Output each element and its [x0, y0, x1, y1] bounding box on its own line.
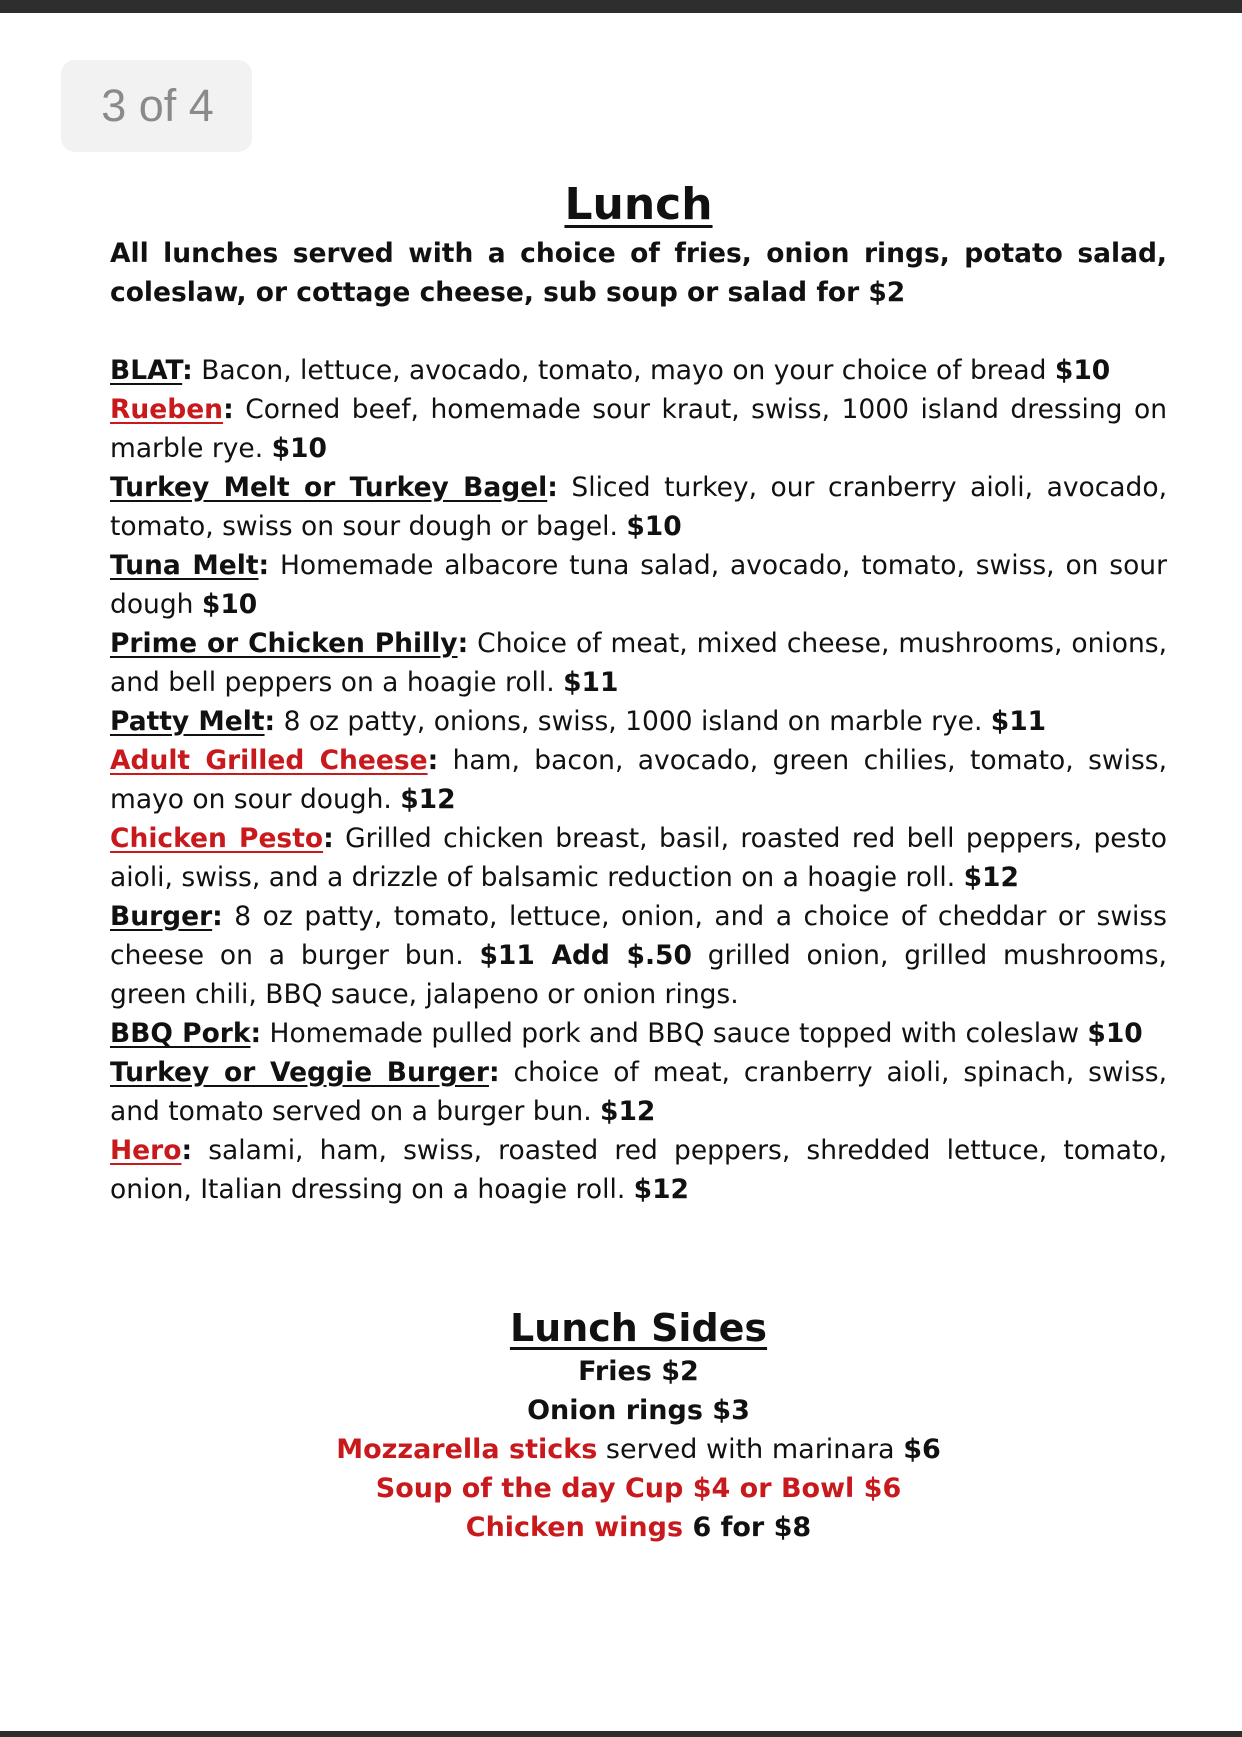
item-name: BBQ Pork: [110, 1018, 251, 1049]
side-fries: Fries $2: [578, 1356, 699, 1387]
side-wings-price: 6 for $8: [683, 1512, 812, 1543]
item-price: $10: [626, 511, 682, 542]
item-desc: Corned beef, homemade sour kraut, swiss, 1000 island dressing on marble rye.: [110, 394, 1167, 464]
item-name: Burger: [110, 901, 213, 932]
item-name: Adult Grilled Cheese: [110, 745, 428, 776]
item-price: $12: [963, 862, 1019, 893]
item-desc: Homemade albacore tuna salad, avocado, tomato, swiss, on sour dough: [110, 550, 1167, 620]
item-name: Chicken Pesto: [110, 823, 324, 854]
side-onion-rings: Onion rings $3: [527, 1395, 750, 1426]
side-soup: Soup of the day Cup $4 or Bowl $6: [375, 1473, 902, 1504]
side-mozzarella-name: Mozzarella sticks: [336, 1434, 598, 1465]
side-mozzarella-price: $6: [903, 1434, 941, 1465]
lunch-sides-title: Lunch Sides: [509, 1306, 768, 1350]
item-name: BLAT: [110, 355, 183, 386]
item-price: $10: [1054, 355, 1111, 386]
item-name: Tuna Melt: [110, 550, 259, 581]
menu-item-bbq-pork: BBQ Pork: Homemade pulled pork and BBQ sauce topped with coleslaw $10: [110, 1018, 1143, 1049]
item-desc: ham, bacon, avocado, green chilies, tomato, swiss, mayo on sour dough.: [110, 745, 1167, 815]
page-counter-label: 3 of 4: [101, 80, 214, 131]
page-counter-badge: [61, 60, 252, 152]
item-name: Turkey Melt or Turkey Bagel: [110, 472, 548, 503]
item-name: Rueben: [110, 394, 224, 425]
item-price: $10: [271, 433, 327, 464]
item-desc: choice of meat, cranberry aioli, spinach, swiss, and tomato served on a burger bun.: [110, 1057, 1167, 1127]
menu-page: [110, 178, 1167, 1547]
side-wings: [110, 1508, 1167, 1547]
menu-item-chicken-pesto: Chicken Pesto: Grilled chicken breast, basil, roasted red bell peppers, pesto aioli, swiss, and a drizzle of balsamic reduction on a hoagie roll. $12: [110, 823, 1168, 893]
side-mozzarella: [110, 1430, 1167, 1469]
menu-item-blat: BLAT: Bacon, lettuce, avocado, tomato, mayo on your choice of bread $10: [110, 355, 1111, 386]
item-price: $11: [563, 667, 619, 698]
lunch-title: Lunch: [564, 179, 713, 230]
item-desc: salami, ham, swiss, roasted red peppers, shredded lettuce, tomato, onion, Italian dressing on a hoagie roll.: [110, 1135, 1167, 1205]
item-price: $11: [990, 706, 1047, 737]
item-desc: Bacon, lettuce, avocado, tomato, mayo on your choice of bread: [192, 355, 1055, 386]
menu-item-adult-grilled-cheese: Adult Grilled Cheese: ham, bacon, avocado, green chilies, tomato, swiss, mayo on sour dough. $12: [110, 745, 1167, 815]
menu-item-burger: Burger: 8 oz patty, tomato, lettuce, onion, and a choice of cheddar or swiss cheese on a burger bun. $11 Add $.50 grilled onion, grilled mushrooms, green chili, BBQ sauce, jalapeno or onion rings.: [110, 901, 1167, 1010]
item-desc: 8 oz patty, onions, swiss, 1000 island on marble rye.: [275, 706, 991, 737]
menu-item-turkey-veggie-burger: Turkey or Veggie Burger: choice of meat, cranberry aioli, spinach, swiss, and tomato served on a burger bun. $12: [110, 1057, 1167, 1127]
lunch-sides: [110, 1304, 1167, 1547]
menu-item-turkey-melt: Turkey Melt or Turkey Bagel: Sliced turkey, our cranberry aioli, avocado, tomato, swiss on sour dough or bagel. $10: [110, 472, 1167, 542]
item-price: $10: [1087, 1018, 1143, 1049]
item-desc: 8 oz patty, tomato, lettuce, onion, and a choice of cheddar or swiss cheese on a burger bun.: [110, 901, 1167, 971]
item-name: Turkey or Veggie Burger: [110, 1057, 489, 1088]
item-desc: Homemade pulled pork and BBQ sauce topped with coleslaw: [261, 1018, 1088, 1049]
side-mozzarella-desc: served with marinara: [597, 1434, 904, 1465]
menu-item-rueben: Rueben: Corned beef, homemade sour kraut, swiss, 1000 island dressing on marble rye. $10: [110, 394, 1167, 464]
side-wings-name: Chicken wings: [465, 1512, 684, 1543]
item-price: $10: [201, 589, 258, 620]
item-desc: Sliced turkey, our cranberry aioli, avocado, tomato, swiss on sour dough or bagel.: [110, 472, 1167, 542]
menu-item-patty-melt: Patty Melt: 8 oz patty, onions, swiss, 1000 island on marble rye. $11: [110, 706, 1047, 737]
menu-item-philly: Prime or Chicken Philly: Choice of meat, mixed cheese, mushrooms, onions, and bell peppers on a hoagie roll. $11: [110, 628, 1168, 698]
item-name: Prime or Chicken Philly: [110, 628, 458, 659]
item-addon-desc: grilled onion, grilled mushrooms, green chili, BBQ sauce, jalapeno or onion rings.: [110, 940, 1167, 1010]
top-edge-bar: [0, 0, 1242, 13]
item-name: Hero: [110, 1135, 182, 1166]
item-name: Patty Melt: [110, 706, 265, 737]
item-price: $12: [600, 1096, 656, 1127]
lunch-intro: All lunches served with a choice of fries, onion rings, potato salad, coleslaw, or cottage cheese, sub soup or salad for $2: [110, 238, 1167, 308]
item-price: $12: [400, 784, 456, 815]
bottom-edge-bar: [0, 1731, 1242, 1737]
menu-item-hero: Hero: salami, ham, swiss, roasted red peppers, shredded lettuce, tomato, onion, Italian dressing on a hoagie roll. $12: [110, 1135, 1167, 1205]
item-price: $11: [479, 940, 535, 971]
item-desc: Choice of meat, mixed cheese, mushrooms, onions, and bell peppers on a hoagie roll.: [110, 628, 1168, 698]
item-addon-price: Add $.50: [534, 940, 692, 971]
item-price: $12: [633, 1174, 689, 1205]
menu-item-tuna-melt: Tuna Melt: Homemade albacore tuna salad, avocado, tomato, swiss, on sour dough $10: [110, 550, 1167, 620]
item-desc: Grilled chicken breast, basil, roasted red bell peppers, pesto aioli, swiss, and a drizzle of balsamic reduction on a hoagie roll.: [110, 823, 1168, 893]
lunch-items: [110, 351, 1167, 1209]
